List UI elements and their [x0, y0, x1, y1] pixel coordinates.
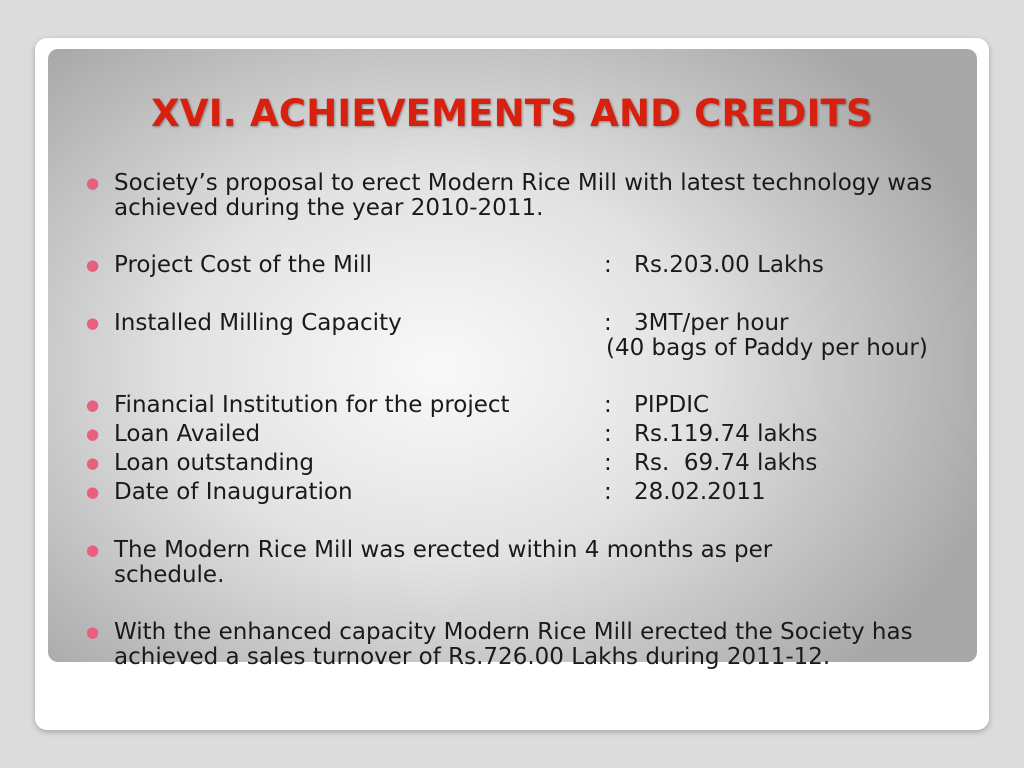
- project-cost-colon: :: [604, 252, 612, 278]
- capacity-colon: :: [604, 310, 612, 336]
- inauguration-label: Date of Inauguration: [114, 479, 353, 505]
- capacity-label: Installed Milling Capacity: [114, 310, 402, 336]
- capacity-sub-value: (40 bags of Paddy per hour): [606, 335, 928, 361]
- institution-label: Financial Institution for the project: [114, 392, 510, 418]
- loan-outstanding-label: Loan outstanding: [114, 450, 314, 476]
- bullet-erected: The Modern Rice Mill was erected within 4 months as per schedule.: [114, 537, 773, 588]
- loan-outstanding-value: Rs. 69.74 lakhs: [634, 450, 818, 476]
- bullet-dot-icon: ●: [86, 483, 100, 501]
- institution-value: PIPDIC: [634, 392, 710, 418]
- bullet-dot-icon: ●: [86, 623, 100, 641]
- loan-outstanding-colon: :: [604, 450, 612, 476]
- bullet-dot-icon: ●: [86, 396, 100, 414]
- slide-title: XVI. ACHIEVEMENTS AND CREDITS: [151, 92, 873, 135]
- inauguration-value: 28.02.2011: [634, 479, 766, 505]
- loan-availed-label: Loan Availed: [114, 421, 261, 447]
- bullet-dot-icon: ●: [86, 454, 100, 472]
- project-cost-label: Project Cost of the Mill: [114, 252, 372, 278]
- loan-availed-colon: :: [604, 421, 612, 447]
- capacity-value: 3MT/per hour: [634, 310, 789, 336]
- bullet-proposal: Society’s proposal to erect Modern Rice Mill with latest technology was achieved during the year 2010-2011.: [114, 170, 933, 221]
- bullet-dot-icon: ●: [86, 256, 100, 274]
- bullet-dot-icon: ●: [86, 174, 100, 192]
- project-cost-value: Rs.203.00 Lakhs: [634, 252, 824, 278]
- loan-availed-value: Rs.119.74 lakhs: [634, 421, 818, 447]
- bullet-dot-icon: ●: [86, 541, 100, 559]
- bullet-dot-icon: ●: [86, 425, 100, 443]
- institution-colon: :: [604, 392, 612, 418]
- bullet-dot-icon: ●: [86, 314, 100, 332]
- bullet-turnover: With the enhanced capacity Modern Rice Mill erected the Society has achieved a sales turnover of Rs.726.00 Lakhs during 2011-12.: [114, 619, 913, 670]
- inauguration-colon: :: [604, 479, 612, 505]
